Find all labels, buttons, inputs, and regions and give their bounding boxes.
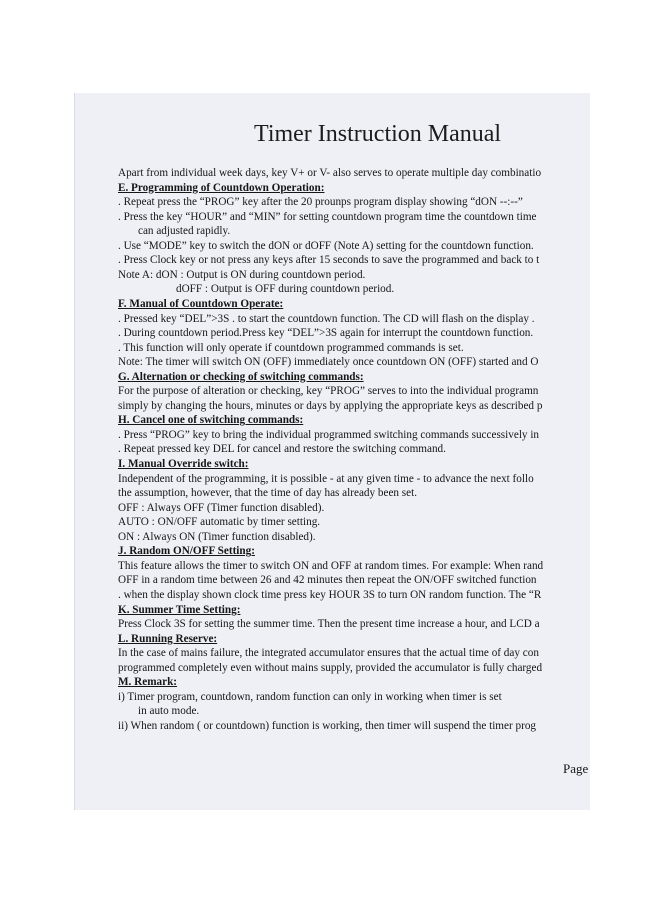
page-title: Timer Instruction Manual — [254, 121, 502, 147]
page-edge — [74, 93, 75, 810]
text-line: AUTO : ON/OFF automatic by timer setting. — [118, 516, 321, 529]
page-number-label: Page — [563, 761, 589, 776]
text-line: ii) When random ( or countdown) function is working, then timer will suspend the timer prog — [118, 719, 537, 732]
text-line: . This function will only operate if countdown programmed commands is set. — [118, 341, 464, 354]
text-line: ON : Always ON (Timer function disabled). — [118, 530, 316, 543]
text-line: Press Clock 3S for setting the summer time. Then the present time increase a hour, and LCD a — [118, 618, 540, 630]
text-line: can adjusted rapidly. — [138, 225, 231, 238]
section-heading: I. Manual Override switch: — [118, 458, 249, 470]
text-line: programmed completely even without mains supply, provided the accumulator is fully charged — [118, 661, 543, 674]
text-line: i) Timer program, countdown, random function can only in working when timer is set — [118, 690, 502, 703]
text-line: This feature allows the timer to switch ON and OFF at random times. For example: When rand — [118, 559, 544, 572]
text-line: . Pressed key “DEL”>3S . to start the countdown function. The CD will flash on the display . — [118, 312, 535, 325]
section-heading: G. Alternation or checking of switching commands: — [118, 370, 364, 383]
text-line: simply by changing the hours, minutes or days by applying the appropriate keys as described p — [118, 399, 543, 412]
section-heading: K. Summer Time Setting: — [118, 603, 241, 616]
text-line: Note A: dON : Output is ON during countdown period. — [118, 268, 366, 281]
text-line: . Use “MODE” key to switch the dON or dOFF (Note A) setting for the countdown function. — [118, 239, 534, 252]
section-heading: F. Manual of Countdown Operate: — [118, 298, 284, 310]
section-heading: H. Cancel one of switching commands: — [118, 414, 304, 427]
manual-page — [74, 93, 590, 810]
text-line: OFF : Always OFF (Timer function disabled). — [118, 501, 325, 514]
section-heading: L. Running Reserve: — [118, 632, 218, 645]
text-line: Note: The timer will switch ON (OFF) immediately once countdown ON (OFF) started and O — [118, 356, 539, 369]
text-line: Independent of the programming, it is possible - at any given time - to advance the next follo — [118, 472, 534, 485]
section-heading: J. Random ON/OFF Setting: — [118, 545, 255, 558]
text-line: OFF in a random time between 26 and 42 minutes then repeat the ON/OFF switched function — [118, 574, 537, 587]
text-line: . when the display shown clock time press key HOUR 3S to turn ON random function. The “R — [118, 589, 542, 601]
text-line: . During countdown period.Press key “DEL”>3S again for interrupt the countdown function. — [118, 327, 534, 340]
section-heading: E. Programming of Countdown Operation: — [118, 181, 325, 194]
text-line: . Repeat pressed key DEL for cancel and restore the switching command. — [118, 443, 446, 456]
text-line: in auto mode. — [138, 705, 200, 718]
text-line: . Press the key “HOUR” and “MIN” for setting countdown program time the countdown time — [118, 210, 537, 223]
text-line: dOFF : Output is OFF during countdown period. — [176, 283, 395, 296]
text-line: For the purpose of alteration or checking, key “PROG” serves to into the individual programn — [118, 385, 539, 398]
text-line: . Repeat press the “PROG” key after the 20 prounps program display showing “dON --:--” — [118, 196, 523, 209]
text-line: . Press “PROG” key to bring the individual programmed switching commands successively in — [118, 428, 540, 441]
text-line: Apart from individual week days, key V+ or V- also serves to operate multiple day combinatio — [118, 167, 542, 179]
section-heading: M. Remark: — [118, 676, 178, 689]
text-line: . Press Clock key or not press any keys after 15 seconds to save the programmed and back to t — [118, 254, 540, 267]
text-line: In the case of mains failure, the integrated accumulator ensures that the actual time of day con — [118, 647, 539, 660]
text-line: the assumption, however, that the time of day has already been set. — [118, 487, 418, 500]
